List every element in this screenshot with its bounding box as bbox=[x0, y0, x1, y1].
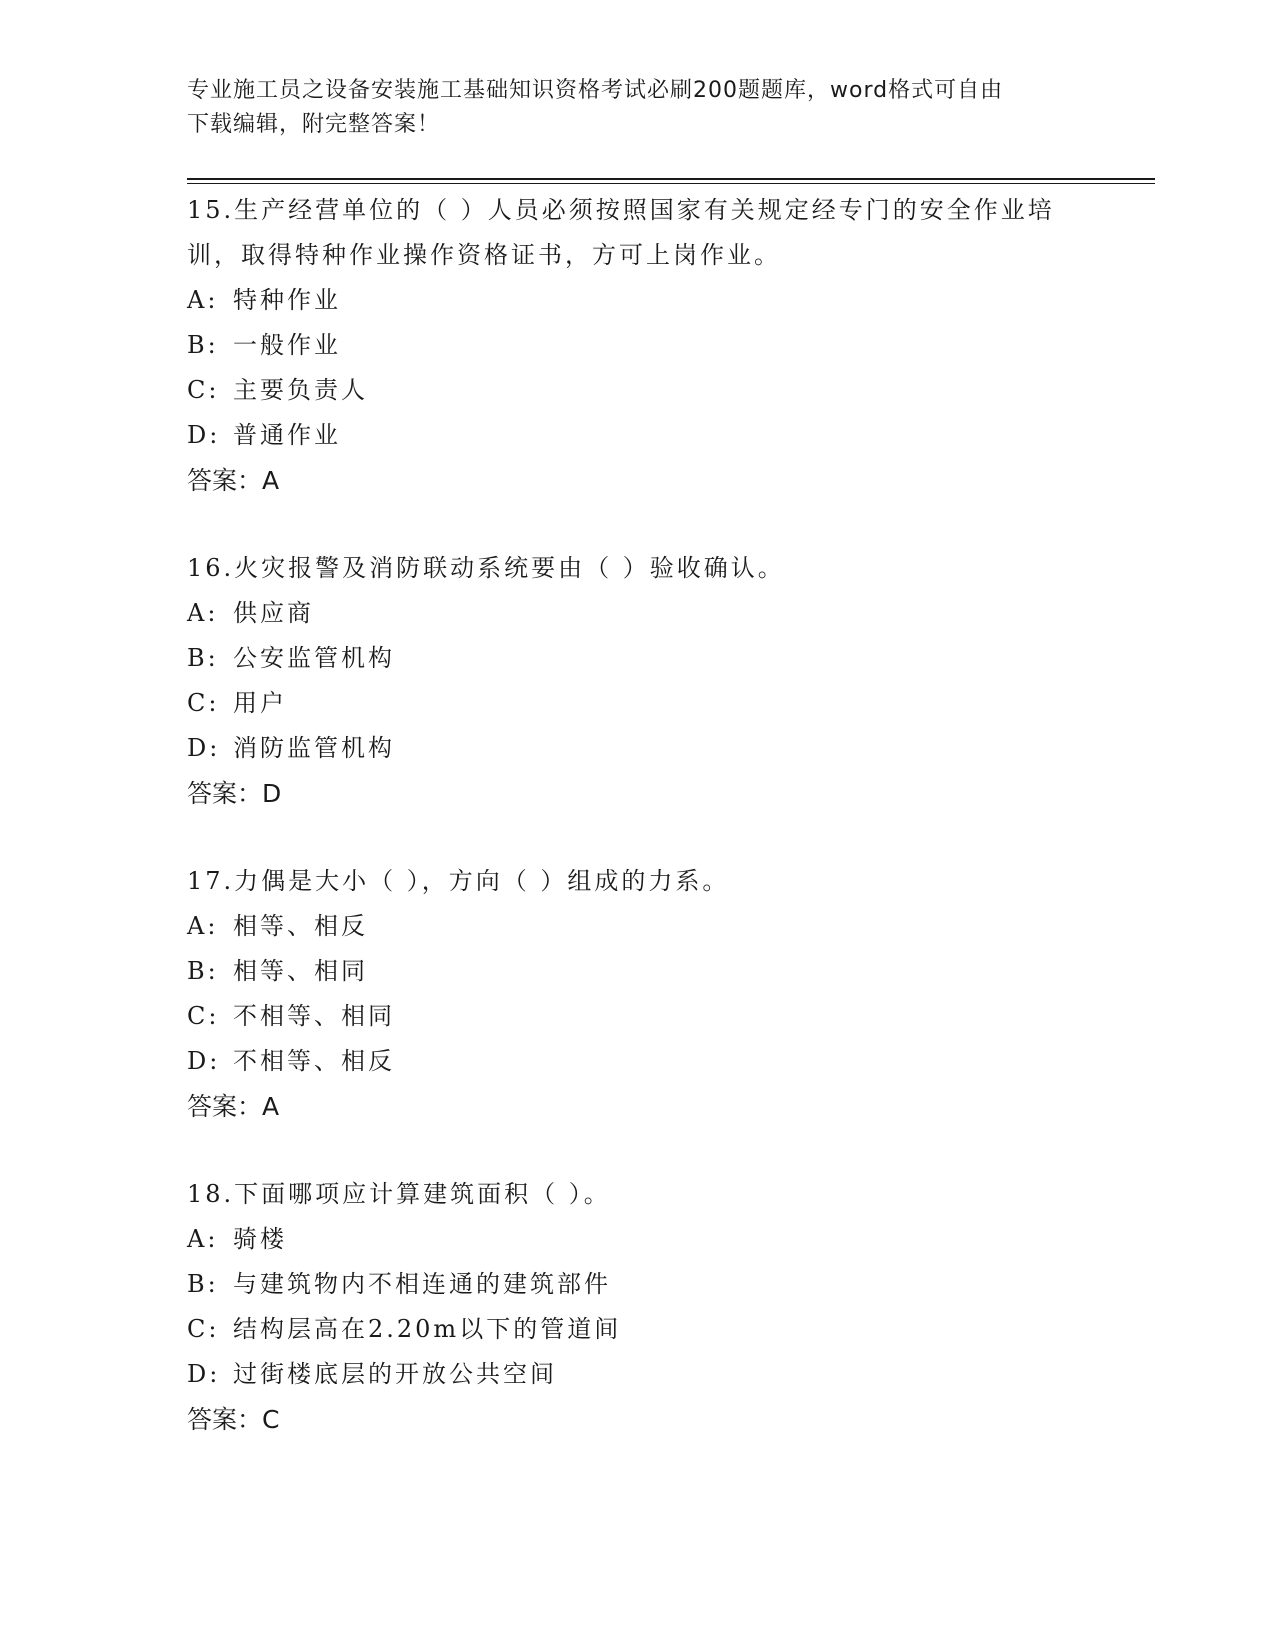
question-text: 16.火灾报警及消防联动系统要由（ ）验收确认。 bbox=[187, 554, 785, 582]
option-b bbox=[187, 323, 1087, 368]
document-header bbox=[187, 74, 1087, 142]
option-d bbox=[187, 413, 1087, 458]
option-b bbox=[187, 1262, 1087, 1307]
option-a bbox=[187, 904, 1087, 949]
option-a bbox=[187, 591, 1087, 636]
option-key: B: bbox=[187, 331, 219, 359]
option-text: 主要负责人 bbox=[233, 376, 368, 404]
option-key: C: bbox=[187, 1315, 220, 1343]
option-text: 不相等、相同 bbox=[233, 1002, 395, 1030]
option-key: D: bbox=[187, 421, 221, 449]
option-text: 相等、相同 bbox=[233, 957, 368, 985]
option-text: 骑楼 bbox=[233, 1225, 287, 1253]
question-text: 15.生产经营单位的（ ）人员必须按照国家有关规定经专门的安全作业培训，取得特种作业操作资格证书，方可上岗作业。 bbox=[187, 196, 1055, 269]
question-18 bbox=[187, 1172, 1087, 1442]
option-text: 特种作业 bbox=[233, 286, 341, 314]
option-c bbox=[187, 368, 1087, 413]
option-d bbox=[187, 726, 1087, 771]
option-key: A: bbox=[187, 599, 219, 627]
option-c bbox=[187, 1307, 1087, 1352]
option-text: 公安监管机构 bbox=[233, 644, 395, 672]
option-key: C: bbox=[187, 376, 220, 404]
option-c bbox=[187, 994, 1087, 1039]
option-key: C: bbox=[187, 689, 220, 717]
header-line-2: 下载编辑，附完整答案！ bbox=[187, 112, 441, 137]
option-key: B: bbox=[187, 957, 219, 985]
answer-line: 答案：C bbox=[187, 1405, 280, 1434]
option-d bbox=[187, 1352, 1087, 1397]
option-key: A: bbox=[187, 286, 219, 314]
option-a bbox=[187, 278, 1087, 323]
option-text: 过街楼底层的开放公共空间 bbox=[233, 1360, 557, 1388]
option-text: 消防监管机构 bbox=[233, 734, 395, 762]
option-text: 普通作业 bbox=[233, 421, 341, 449]
option-key: B: bbox=[187, 1270, 219, 1298]
option-a bbox=[187, 1217, 1087, 1262]
option-text: 结构层高在2.20m以下的管道间 bbox=[233, 1315, 622, 1343]
option-key: C: bbox=[187, 1002, 220, 1030]
option-key: D: bbox=[187, 1360, 221, 1388]
answer-line: 答案：A bbox=[187, 466, 280, 495]
option-text: 一般作业 bbox=[233, 331, 341, 359]
header-divider-thick bbox=[187, 178, 1155, 180]
question-16 bbox=[187, 546, 1087, 816]
option-text: 相等、相反 bbox=[233, 912, 368, 940]
header-divider-thin bbox=[187, 183, 1155, 184]
option-c bbox=[187, 681, 1087, 726]
option-text: 供应商 bbox=[233, 599, 314, 627]
answer-line: 答案：D bbox=[187, 779, 282, 808]
option-text: 与建筑物内不相连通的建筑部件 bbox=[233, 1270, 611, 1298]
option-key: B: bbox=[187, 644, 219, 672]
question-text: 18.下面哪项应计算建筑面积（ ）。 bbox=[187, 1180, 611, 1208]
option-text: 用户 bbox=[233, 689, 287, 717]
option-b bbox=[187, 636, 1087, 681]
option-b bbox=[187, 949, 1087, 994]
option-key: D: bbox=[187, 1047, 221, 1075]
option-text: 不相等、相反 bbox=[233, 1047, 395, 1075]
question-17 bbox=[187, 859, 1087, 1129]
question-15 bbox=[187, 188, 1087, 503]
option-key: A: bbox=[187, 912, 219, 940]
option-d bbox=[187, 1039, 1087, 1084]
question-text: 17.力偶是大小（ ），方向（ ）组成的力系。 bbox=[187, 867, 730, 895]
header-line-1: 专业施工员之设备安装施工基础知识资格考试必刷200题题库，word格式可自由 bbox=[187, 78, 1004, 103]
option-key: A: bbox=[187, 1225, 219, 1253]
question-list bbox=[187, 188, 1087, 1485]
answer-line: 答案：A bbox=[187, 1092, 280, 1121]
option-key: D: bbox=[187, 734, 221, 762]
